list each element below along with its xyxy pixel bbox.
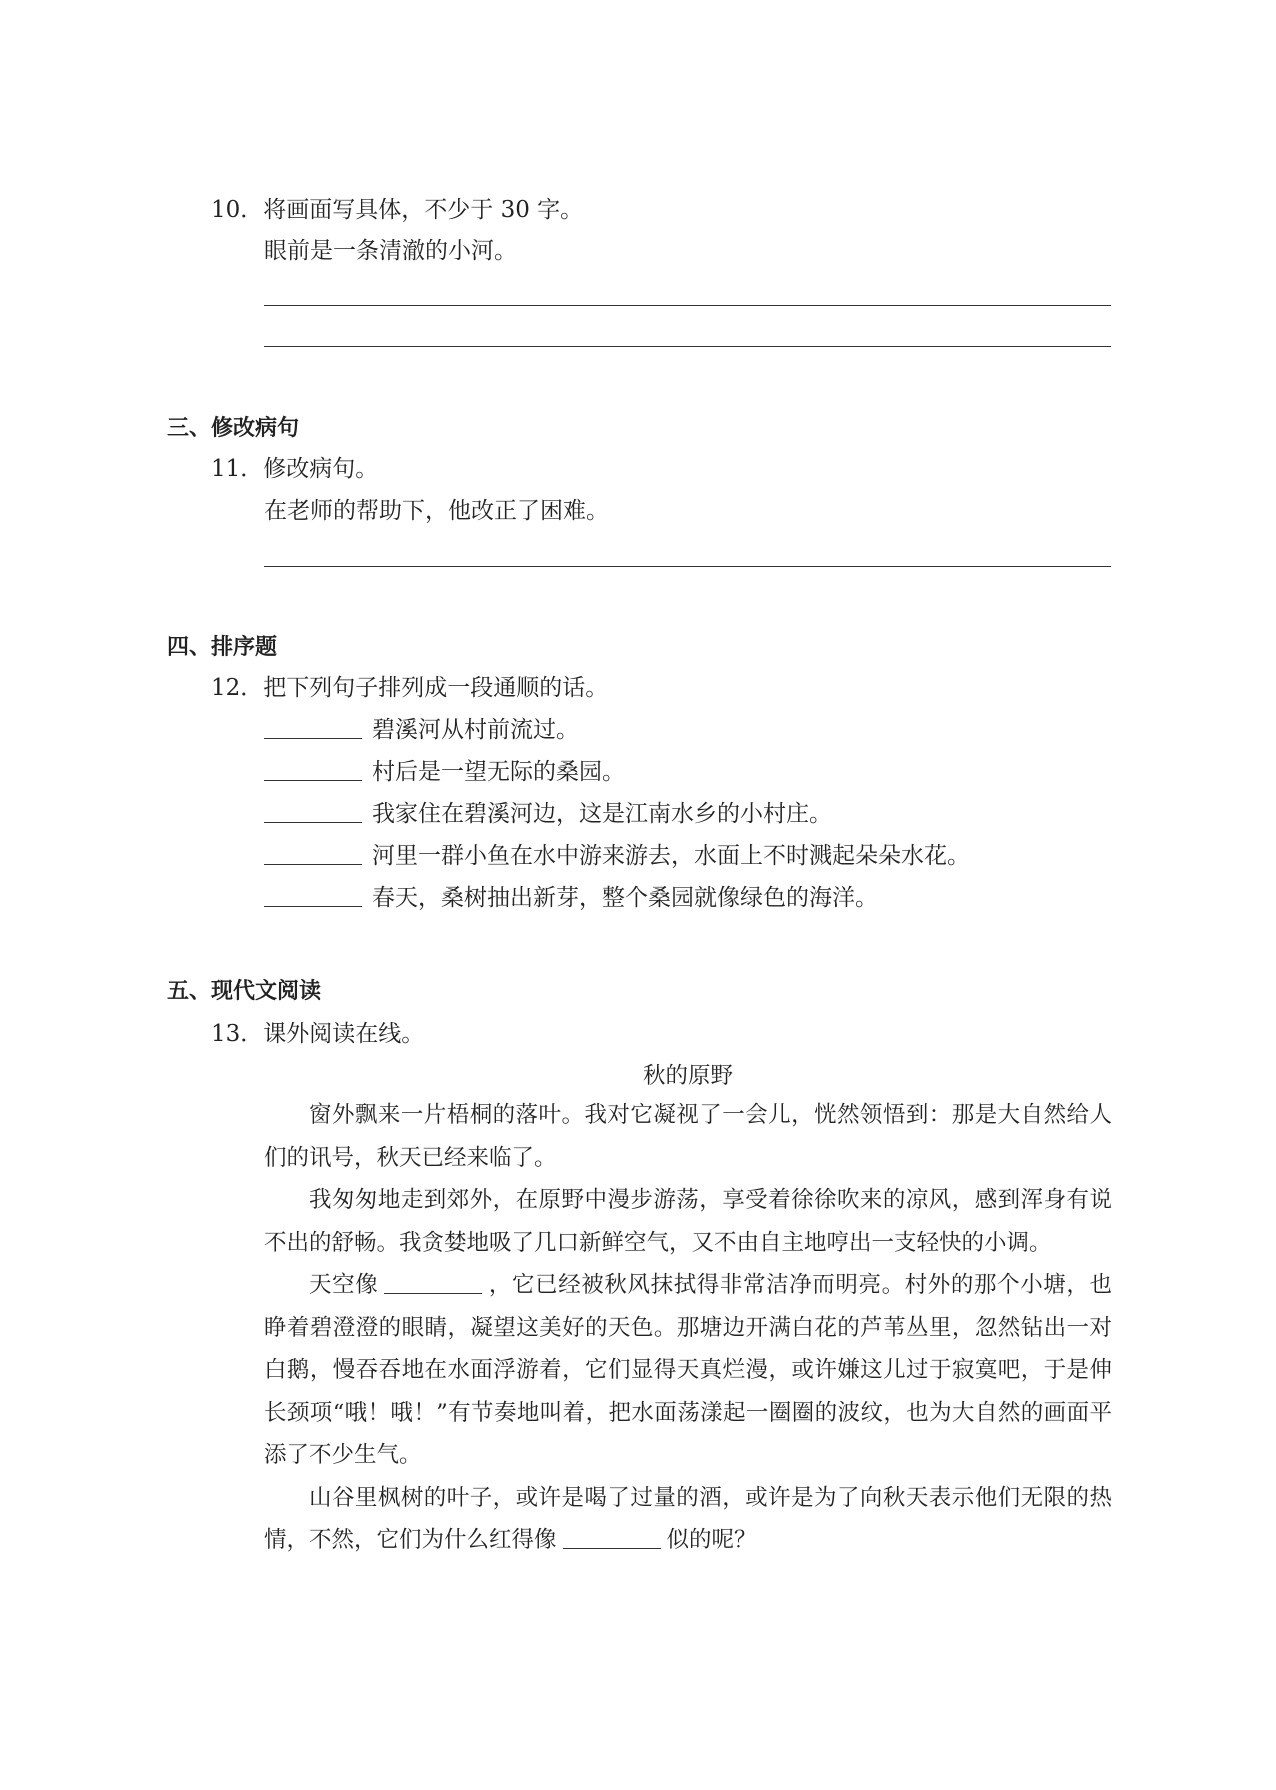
question-number: 11．: [211, 456, 264, 482]
section-title-4: 四、排序题: [167, 635, 278, 660]
question-number: 10．: [211, 197, 264, 223]
section-title-5: 五、现代文阅读: [167, 979, 322, 1004]
answer-line-3[interactable]: [264, 566, 1111, 567]
order-item-text: 村后是一望无际的桑园。: [372, 759, 625, 785]
order-item-text: 河里一群小鱼在水中游来游去，水面上不时溅起朵朵水花。: [372, 843, 970, 869]
order-blank[interactable]: [264, 884, 362, 907]
passage-text: 天空像: [309, 1272, 379, 1298]
question-10-prompt: [211, 195, 583, 225]
passage-paragraph-1: 窗外飘来一片梧桐的落叶。我对它凝视了一会儿，恍然领悟到：那是大自然给人们的讯号，秋天已经来临了。: [264, 1102, 1112, 1171]
passage-text: 山谷里枫树的叶子，或许是喝了过量的酒，或许是为了向秋天表示他们无限的热情，不然，它们为什么红得像: [264, 1484, 1112, 1553]
answer-line-2[interactable]: [264, 346, 1111, 347]
section-title-3: 三、修改病句: [167, 416, 300, 441]
reading-passage: [264, 1094, 1112, 1562]
question-number: 12．: [211, 675, 264, 701]
order-item: [264, 757, 625, 787]
question-text: 修改病句。: [263, 456, 379, 482]
order-item: [264, 883, 878, 913]
question-11-sentence: 在老师的帮助下，他改正了困难。: [264, 498, 609, 524]
passage-title: 秋的原野: [642, 1063, 733, 1089]
order-blank[interactable]: [264, 758, 362, 781]
order-item: [264, 799, 832, 829]
order-item-text: 碧溪河从村前流过。: [372, 717, 579, 743]
question-text: 把下列句子排列成一段通顺的话。: [263, 675, 609, 701]
passage-paragraph-3: [264, 1264, 1112, 1477]
order-item-text: 春天，桑树抽出新芽，整个桑园就像绿色的海洋。: [372, 885, 878, 911]
order-item: [264, 715, 579, 745]
question-13-prompt: [211, 1019, 424, 1049]
question-text: 课外阅读在线。: [263, 1021, 425, 1047]
question-10-sentence: 眼前是一条清澈的小河。: [264, 238, 517, 264]
order-item-text: 我家住在碧溪河边，这是江南水乡的小村庄。: [372, 801, 832, 827]
passage-text: ，它已经被秋风抹拭得非常洁净而明亮。村外的那个小塘，也睁着碧澄澄的眼睛，凝望这美好的天色。那塘边开满白花的芦苇丛里，忽然钻出一对白鹅，慢吞吞地在水面浮游着，它们显得天真烂漫，或许嫌这儿过于寂寞吧，于是伸长颈项“哦！哦！”有节奏地叫着，把水面荡漾起一圈圈的波纹，也为大自然的画面平添了不少生气。: [264, 1272, 1112, 1468]
fill-in-blank[interactable]: [384, 1271, 482, 1294]
passage-text: 似的呢？: [666, 1527, 757, 1553]
question-number: 13．: [211, 1021, 264, 1047]
order-item: [264, 841, 970, 871]
order-blank[interactable]: [264, 842, 362, 865]
question-12-prompt: [211, 673, 608, 703]
order-blank[interactable]: [264, 800, 362, 823]
passage-paragraph-4: [264, 1477, 1112, 1562]
order-blank[interactable]: [264, 716, 362, 739]
passage-paragraph-2: 我匆匆地走到郊外，在原野中漫步游荡，享受着徐徐吹来的凉风，感到浑身有说不出的舒畅。我贪婪地吸了几口新鲜空气，又不由自主地哼出一支轻快的小调。: [264, 1187, 1112, 1256]
question-11-prompt: [211, 454, 378, 484]
fill-in-blank[interactable]: [563, 1526, 661, 1549]
question-text: 将画面写具体，不少于 30 字。: [263, 197, 584, 223]
answer-line-1[interactable]: [264, 305, 1111, 306]
